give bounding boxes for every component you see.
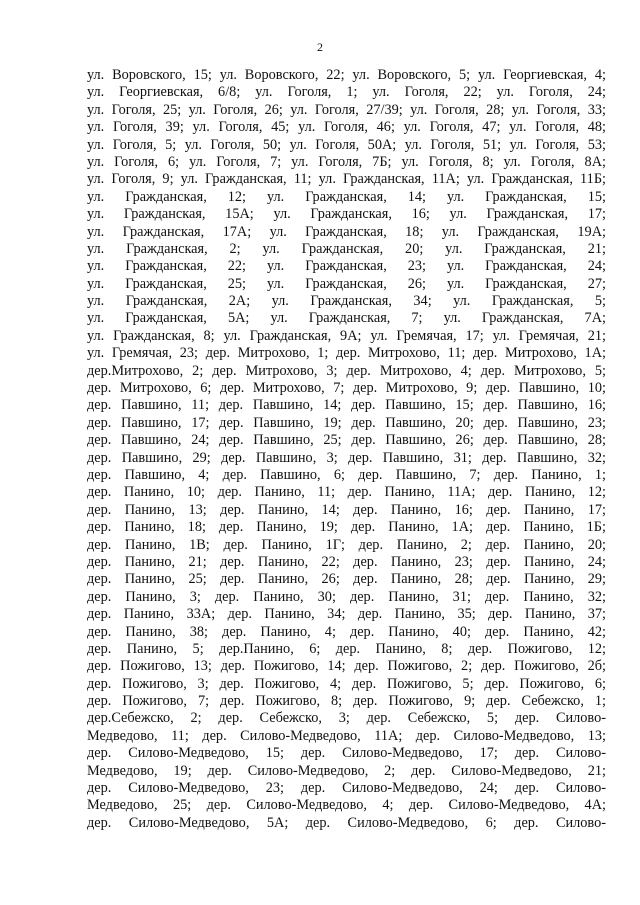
text-line: дер. Силово-Медведово, 5А; дер. Силово-Медведово, 6; дер. Силово- — [87, 814, 606, 831]
text-line: Медведово, 25; дер. Силово-Медведово, 4; дер. Силово-Медведово, 4А; — [87, 797, 606, 814]
text-line: ул. Гоголя, 6; ул. Гоголя, 7; ул. Гоголя, 7Б; ул. Гоголя, 8; ул. Гоголя, 8А; — [87, 153, 606, 170]
text-line: ул. Гражданская, 22; ул. Гражданская, 23; ул. Гражданская, 24; — [87, 258, 606, 275]
text-line: дер. Павшино, 4; дер. Павшино, 6; дер. Павшино, 7; дер. Панино, 1; — [87, 466, 606, 483]
text-line: ул. Гражданская, 2А; ул. Гражданская, 34; ул. Гражданская, 5; — [87, 293, 606, 310]
text-line: дер. Панино, 10; дер. Панино, 11; дер. Панино, 11А; дер. Панино, 12; — [87, 484, 606, 501]
text-line: ул. Гражданская, 2; ул. Гражданская, 20; ул. Гражданская, 21; — [87, 240, 606, 257]
text-line: дер. Силово-Медведово, 23; дер. Силово-Медведово, 24; дер. Силово- — [87, 780, 606, 797]
page-number: 2 — [317, 40, 323, 54]
text-line: дер. Пожигово, 7; дер. Пожигово, 8; дер. Пожигово, 9; дер. Себежско, 1; — [87, 693, 606, 710]
text-line: дер.Себежско, 2; дер. Себежско, 3; дер. Себежско, 5; дер. Силово- — [87, 710, 606, 727]
text-line: дер. Силово-Медведово, 15; дер. Силово-Медведово, 17; дер. Силово- — [87, 745, 606, 762]
text-line: дер. Панино, 5; дер.Панино, 6; дер. Панино, 8; дер. Пожигово, 12; — [87, 640, 606, 657]
text-line: ул. Гоголя, 5; ул. Гоголя, 50; ул. Гоголя, 50А; ул. Гоголя, 51; ул. Гоголя, 53; — [87, 136, 606, 153]
text-line: дер. Панино, 21; дер. Панино, 22; дер. Панино, 23; дер. Панино, 24; — [87, 553, 606, 570]
text-line: дер. Панино, 33А; дер. Панино, 34; дер. Панино, 35; дер. Панино, 37; — [87, 606, 606, 623]
text-line: дер. Панино, 3; дер. Панино, 30; дер. Панино, 31; дер. Панино, 32; — [87, 588, 606, 605]
text-line: Медведово, 19; дер. Силово-Медведово, 2; дер. Силово-Медведово, 21; — [87, 762, 606, 779]
text-line: дер. Панино, 25; дер. Панино, 26; дер. Панино, 28; дер. Панино, 29; — [87, 571, 606, 588]
text-line: ул. Гражданская, 17А; ул. Гражданская, 18; ул. Гражданская, 19А; — [87, 223, 606, 240]
text-line: ул. Гремячая, 23; дер. Митрохово, 1; дер. Митрохово, 11; дер. Митрохово, 1А; — [87, 345, 606, 362]
text-line: ул. Гражданская, 5А; ул. Гражданская, 7; ул. Гражданская, 7А; — [87, 310, 606, 327]
text-line: дер. Панино, 38; дер. Панино, 4; дер. Панино, 40; дер. Панино, 42; — [87, 623, 606, 640]
text-line: ул. Гоголя, 39; ул. Гоголя, 45; ул. Гоголя, 46; ул. Гоголя, 47; ул. Гоголя, 48; — [87, 119, 606, 136]
text-line: ул. Гоголя, 9; ул. Гражданская, 11; ул. Гражданская, 11А; ул. Гражданская, 11Б; — [87, 171, 606, 188]
text-line: ул. Гражданская, 25; ул. Гражданская, 26; ул. Гражданская, 27; — [87, 275, 606, 292]
address-list-text — [87, 67, 606, 832]
text-line: дер. Митрохово, 6; дер. Митрохово, 7; дер. Митрохово, 9; дер. Павшино, 10; — [87, 380, 606, 397]
text-line: дер. Пожигово, 13; дер. Пожигово, 14; дер. Пожигово, 2; дер. Пожигово, 2б; — [87, 658, 606, 675]
text-line: Медведово, 11; дер. Силово-Медведово, 11А; дер. Силово-Медведово, 13; — [87, 727, 606, 744]
text-line: дер. Панино, 13; дер. Панино, 14; дер. Панино, 16; дер. Панино, 17; — [87, 501, 606, 518]
text-line: дер. Павшино, 24; дер. Павшино, 25; дер. Павшино, 26; дер. Павшино, 28; — [87, 432, 606, 449]
text-line: дер. Панино, 1В; дер. Панино, 1Г; дер. Панино, 2; дер. Панино, 20; — [87, 536, 606, 553]
text-line: дер. Панино, 18; дер. Панино, 19; дер. Панино, 1А; дер. Панино, 1Б; — [87, 519, 606, 536]
text-line: ул. Воровского, 15; ул. Воровского, 22; ул. Воровского, 5; ул. Георгиевская, 4; — [87, 67, 606, 83]
text-line: ул. Гражданская, 12; ул. Гражданская, 14; ул. Гражданская, 15; — [87, 188, 606, 205]
text-line: дер. Пожигово, 3; дер. Пожигово, 4; дер. Пожигово, 5; дер. Пожигово, 6; — [87, 675, 606, 692]
text-line: ул. Гражданская, 8; ул. Гражданская, 9А; ул. Гремячая, 17; ул. Гремячая, 21; — [87, 327, 606, 344]
text-line: дер.Митрохово, 2; дер. Митрохово, 3; дер. Митрохово, 4; дер. Митрохово, 5; — [87, 362, 606, 379]
text-line: ул. Гражданская, 15А; ул. Гражданская, 16; ул. Гражданская, 17; — [87, 206, 606, 223]
text-line: дер. Павшино, 11; дер. Павшино, 14; дер. Павшино, 15; дер. Павшино, 16; — [87, 397, 606, 414]
text-line: дер. Павшино, 29; дер. Павшино, 3; дер. Павшино, 31; дер. Павшино, 32; — [87, 449, 606, 466]
text-line: ул. Гоголя, 25; ул. Гоголя, 26; ул. Гоголя, 27/39; ул. Гоголя, 28; ул. Гоголя, 33; — [87, 101, 606, 118]
text-line: ул. Георгиевская, 6/8; ул. Гоголя, 1; ул. Гоголя, 22; ул. Гоголя, 24; — [87, 84, 606, 101]
text-line: дер. Павшино, 17; дер. Павшино, 19; дер. Павшино, 20; дер. Павшино, 23; — [87, 414, 606, 431]
